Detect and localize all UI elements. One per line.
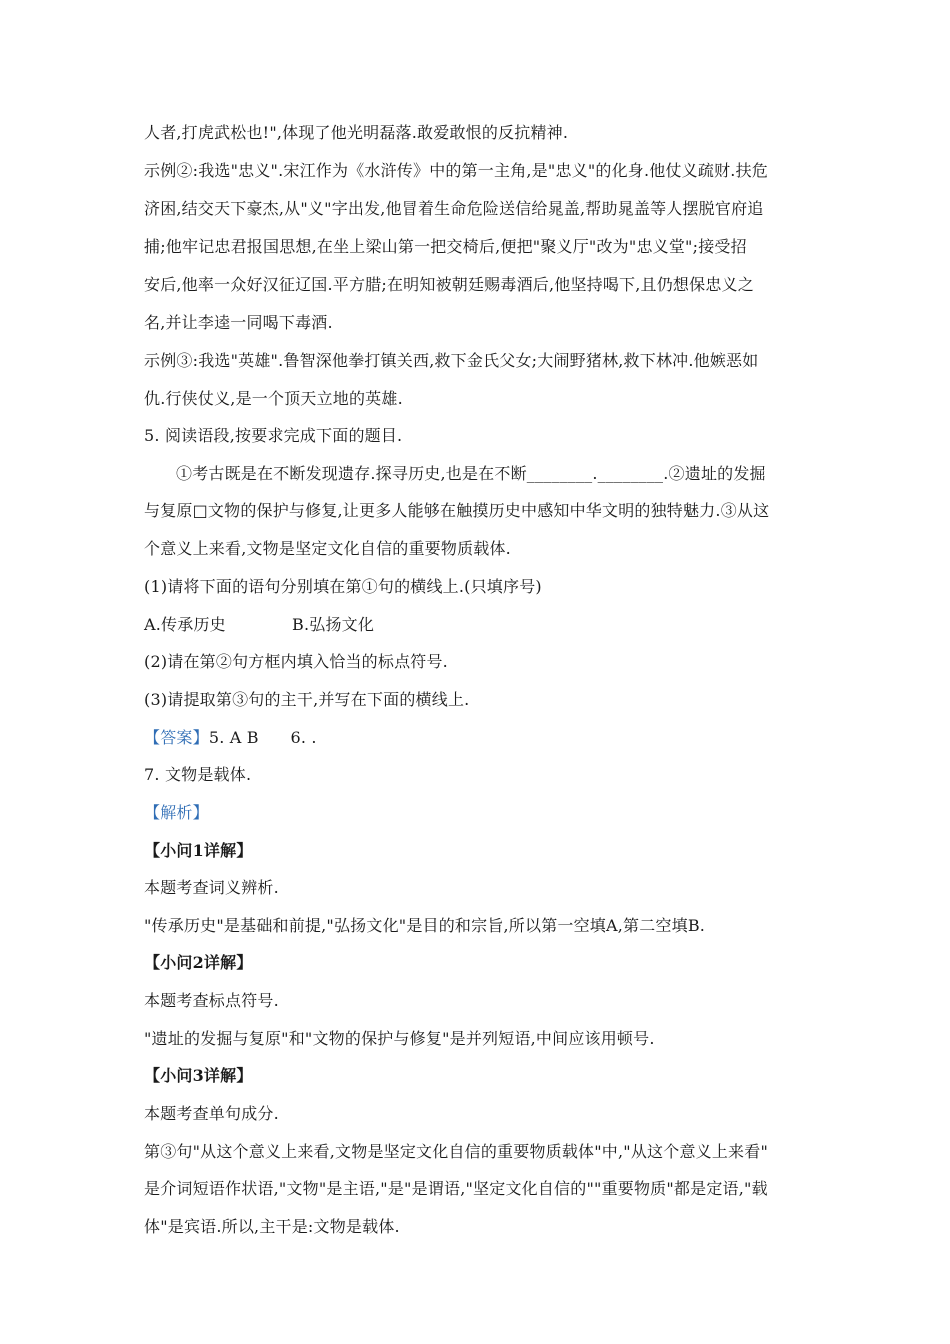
detail-1-text: "传承历史"是基础和前提,"弘扬文化"是目的和宗旨,所以第一空填A,第二空填B. (144, 916, 706, 935)
text-line: 捕;他牢记忠君报国思想,在坐上梁山第一把交椅后,便把"聚义厅"改为"忠义堂";接受招 (144, 237, 747, 256)
detail-3-text: 体"是宾语.所以,主干是:文物是载体. (144, 1217, 400, 1236)
text-line: 济困,结交天下豪杰,从"义"字出发,他冒着生命危险送信给晁盖,帮助晁盖等人摆脱官府追 (144, 199, 764, 218)
detail-2-heading: 【小问2详解】 (144, 953, 253, 972)
answer-line (144, 727, 317, 749)
subquestion-1: (1)请将下面的语句分别填在第①句的横线上.(只填序号) (144, 577, 542, 596)
passage-line: 个意义上来看,文物是坚定文化自信的重要物质载体. (144, 539, 511, 558)
detail-1-heading: 【小问1详解】 (144, 841, 253, 860)
example-2-line: 示例②:我选"忠义".宋江作为《水浒传》中的第一主角,是"忠义"的化身.他仗义疏财.扶危 (144, 161, 768, 180)
question-5-title: 5. 阅读语段,按要求完成下面的题目. (144, 426, 403, 445)
answer-7-line: 7. 文物是载体. (144, 765, 252, 784)
detail-3-text: 是介词短语作状语,"文物"是主语,"是"是谓语,"坚定文化自信的""重要物质"都是定语,"载 (144, 1179, 768, 1198)
answer-text: 5. A B 6. . (208, 728, 317, 747)
detail-2-text: "遗址的发掘与复原"和"文物的保护与修复"是并列短语,中间应该用顿号. (144, 1029, 655, 1048)
detail-1-text: 本题考查词义辨析. (144, 878, 279, 897)
example-3-line: 示例③:我选"英雄".鲁智深他拳打镇关西,救下金氏父女;大闹野猪林,救下林冲.他嫉恶如 (144, 351, 759, 370)
passage-line: ①考古既是在不断发现遗存.探寻历史,也是在不断________.________.②遗址的发掘 (176, 464, 766, 483)
answer-tag: 【答案】 (144, 728, 209, 747)
detail-2-text: 本题考查标点符号. (144, 991, 279, 1010)
detail-3-text: 本题考查单句成分. (144, 1104, 279, 1123)
option-b: B.弘扬文化 (292, 615, 375, 634)
option-a: A.传承历史 (144, 615, 226, 634)
text-line: 人者,打虎武松也!",体现了他光明磊落.敢爱敢恨的反抗精神. (144, 123, 569, 142)
subquestion-3: (3)请提取第③句的主干,并写在下面的横线上. (144, 690, 470, 709)
subquestion-2: (2)请在第②句方框内填入恰当的标点符号. (144, 652, 448, 671)
text-line: 名,并让李逵一同喝下毒酒. (144, 313, 333, 332)
text-line: 仇.行侠仗义,是一个顶天立地的英雄. (144, 389, 403, 408)
passage-line: 与复原□文物的保护与修复,让更多人能够在触摸历史中感知中华文明的独特魅力.③从这 (144, 501, 770, 520)
detail-3-heading: 【小问3详解】 (144, 1066, 253, 1085)
detail-3-text: 第③句"从这个意义上来看,文物是坚定文化自信的重要物质载体"中,"从这个意义上来看" (144, 1142, 769, 1161)
text-line: 安后,他率一众好汉征辽国.平方腊;在明知被朝廷赐毒酒后,他坚持喝下,且仍想保忠义之 (144, 275, 754, 294)
analysis-tag: 【解析】 (144, 803, 209, 822)
